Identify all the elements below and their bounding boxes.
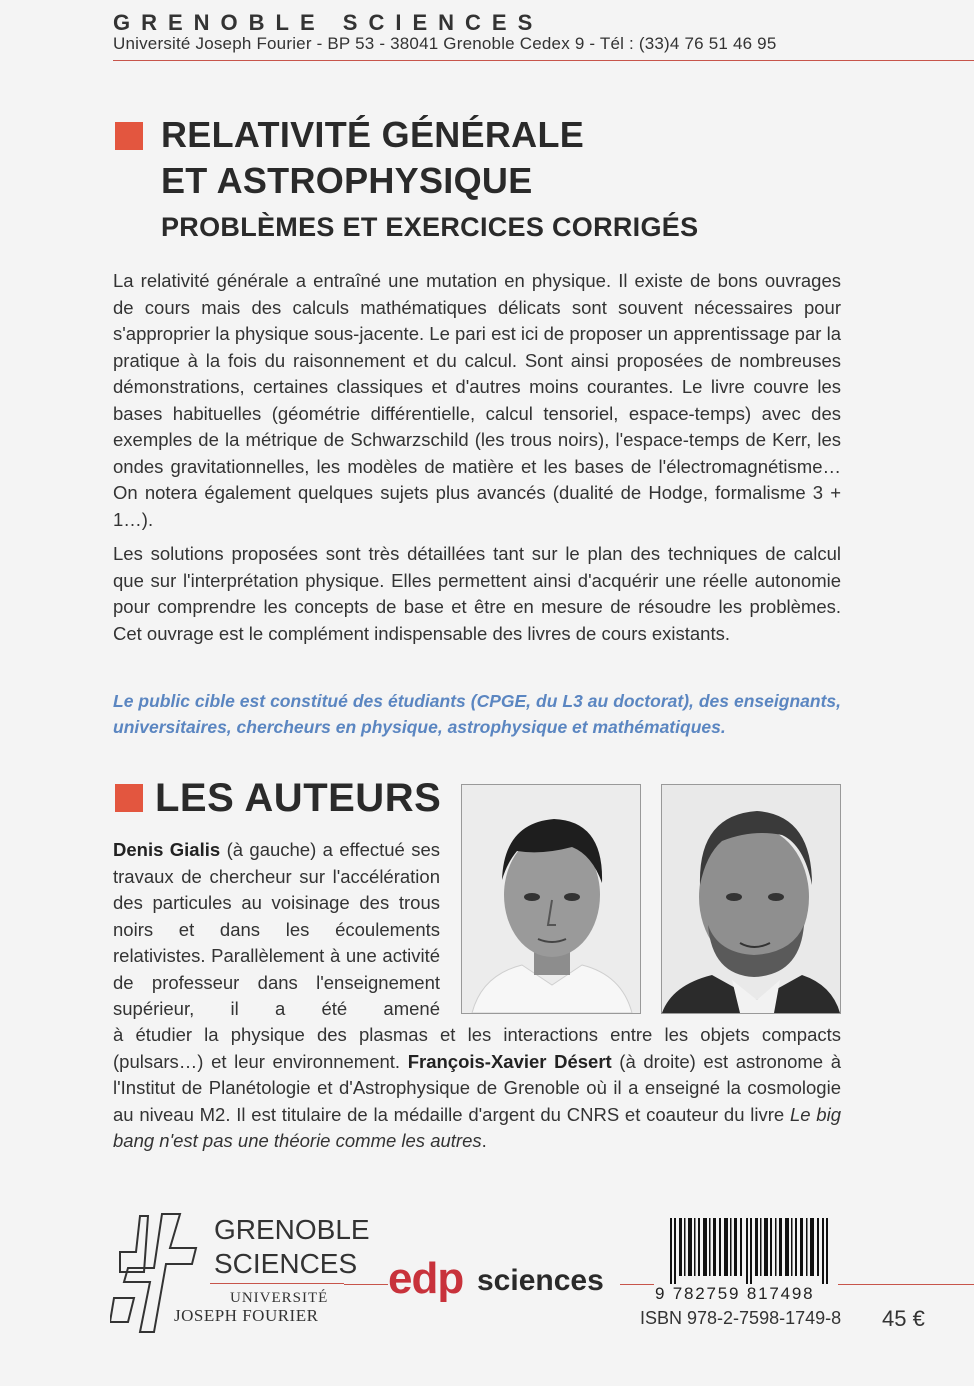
author1-name: Denis Gialis — [113, 839, 221, 860]
price: 45 € — [882, 1306, 925, 1331]
isbn-barcode-icon — [670, 1218, 830, 1284]
authors-heading: LES AUTEURS — [155, 776, 442, 820]
edp-logo-mark: edp — [388, 1254, 464, 1303]
gs-logo-line3: UNIVERSITÉ — [230, 1290, 329, 1306]
description-paragraph-1: La relativité générale a entraîné une mutation en physique. Il existe de bons ouvrages de cours mais des calculs mathématiques délicats sont souvent nécessaires pour s'approprier la physique sous-jacente. Le pari est ici de proposer un apprentissage par la pratique à la fois du raisonnement et du calcul. Sont ainsi proposées de nombreuses démonstrations, certaines classiques et d'autres moins courantes. Le livre couvre les bases habituelles (géométrie différentielle, calcul tensoriel, espace-temps) avec des exemples de la métrique de Schwarzschild (les trous noirs), l'espace-temps de Kerr, les ondes gravitationnelles, les modèles de matière et les bases de l'électromagnétisme… On notera également quelques sujets plus avancés (dualité de Hodge, formalisme 3 + 1…). — [113, 270, 841, 530]
author-photo-right — [661, 784, 841, 1014]
publisher-name: GRENOBLE SCIENCES — [113, 10, 544, 35]
book-title-line1: RELATIVITÉ GÉNÉRALE — [161, 114, 585, 155]
edp-logo-word: sciences — [477, 1264, 604, 1297]
footer-rule-left — [344, 1284, 388, 1285]
author1-bio-continued: à étudier la physique des plasmas et les interactions entre les objets compacts (pulsars…) et leur environnement. — [113, 1024, 841, 1072]
author2-bio-end: . — [481, 1130, 487, 1151]
author-portrait-left-image — [462, 785, 640, 1013]
author-bio-part-1 — [113, 837, 440, 1023]
description-paragraph-2: Les solutions proposées sont très détaillées tant sur le plan des techniques de calcul que sur l'interprétation physique. Elles permettent ainsi d'acquérir une réelle autonomie pour comprendre les concepts de base et être en mesure de résoudre les problèmes. Cet ouvrage est le complément indispensable des livres de cours existants. — [113, 543, 841, 644]
author-photo-left — [461, 784, 641, 1014]
author-portrait-right-image — [662, 785, 840, 1013]
isbn-text: ISBN 978-2-7598-1749-8 — [640, 1308, 842, 1328]
gs-logo-line1: GRENOBLE — [214, 1214, 370, 1245]
gs-logo-line2: SCIENCES — [214, 1248, 358, 1279]
author2-book-reference: Le big bang n'est pas une théorie comme les autres — [113, 1103, 841, 1151]
gs-logo-divider — [210, 1283, 344, 1284]
title-marker-square — [115, 122, 143, 150]
publisher-address: Université Joseph Fourier - BP 53 - 38041 Grenoble Cedex 9 - Tél : (33)4 76 51 46 95 — [113, 34, 777, 53]
author-bio-part-2 — [113, 1022, 841, 1155]
author2-name: François-Xavier Désert — [407, 1050, 612, 1072]
target-audience: Le public cible est constitué des étudiants (CPGE, du L3 au doctorat), des enseignants, universitaires, chercheurs en physique, astrophysique et mathématiques. — [113, 691, 841, 737]
authors-marker-square — [115, 784, 143, 812]
footer-rule-mid — [620, 1284, 654, 1285]
header-divider — [113, 60, 974, 61]
book-title — [161, 112, 584, 204]
gs-logo-line4: JOSEPH FOURIER — [174, 1306, 319, 1325]
book-title-line2: ET ASTROPHYSIQUE — [161, 160, 533, 201]
author2-bio: (à droite) est astronome à l'Institut de Planétologie et d'Astrophysique de Grenoble où il a enseigné la cosmologie au niveau M2. Il est titulaire de la médaille d'argent du CNRS et coauteur du livre — [113, 1050, 841, 1125]
book-subtitle: PROBLÈMES ET EXERCICES CORRIGÉS — [161, 212, 699, 242]
author1-bio: (à gauche) a effectué ses travaux de chercheur sur l'accélération des particules au voisinage des trous noirs et dans les écoulements relativistes. Parallèlement à une activité de professeur dans l'enseignement supérieur, il a été amené — [113, 839, 441, 1019]
barcode-number: 9 782759 817498 — [655, 1284, 815, 1303]
footer-rule-right — [838, 1284, 974, 1285]
